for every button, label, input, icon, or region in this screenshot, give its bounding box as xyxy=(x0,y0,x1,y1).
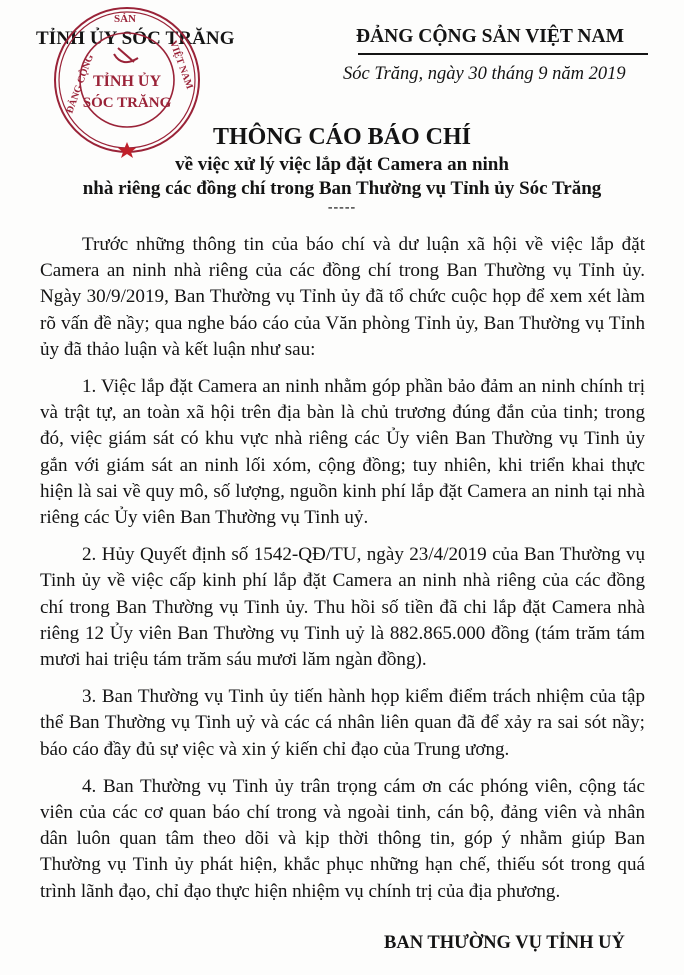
stamp-text-top: SẢN xyxy=(114,13,137,25)
document-title: THÔNG CÁO BÁO CHÍ xyxy=(212,124,472,150)
intro-paragraph: Trước những thông tin của báo chí và dư luận xã hội về việc lắp đặt Camera an ninh nhà riêng của các đồng chí trong Ban Thường vụ Tỉnh ủy. Ngày 30/9/2019, Ban Thường vụ Tỉnh ủy đã tổ chức cuộc họp để xem xét làm rõ vấn đề nầy; qua nghe báo cáo của Văn phòng Tỉnh ủy, Ban Thường vụ Tỉnh ủy đã thảo luận và kết luận như sau: xyxy=(40,234,645,360)
signature-block: BAN THƯỜNG VỤ TỈNH UỶ xyxy=(384,933,625,953)
document-subtitle-line2: nhà riêng các đồng chí trong Ban Thường vụ Tỉnh ủy Sóc Trăng xyxy=(82,178,602,199)
document-body xyxy=(40,232,645,916)
party-name: ĐẢNG CỘNG SẢN VIỆT NAM xyxy=(356,26,624,47)
hammer-sickle-icon xyxy=(114,48,138,62)
header-underline xyxy=(358,53,648,55)
point-2-paragraph: 2. Hủy Quyết định số 1542-QĐ/TU, ngày 23/4/2019 của Ban Thường vụ Tinh ủy về việc cấp kinh phí lắp đặt Camera an ninh nhà riêng của các đồng chí trong Ban Thường vụ Tinh ủy. Thu hồi số tiền đã chi lắp đặt Camera nhà riêng 12 Ủy viên Ban Thường vụ Tinh uỷ là 882.865.000 đồng (tám trăm tám mươi hai triệu tám trăm sáu mươi lăm ngàn đồng). xyxy=(40,544,645,671)
document-subtitle-line1: về việc xử lý việc lắp đặt Camera an ninh xyxy=(175,154,509,175)
place-and-date: Sóc Trăng, ngày 30 tháng 9 năm 2019 xyxy=(343,64,626,84)
point-4-paragraph: 4. Ban Thường vụ Tinh ủy trân trọng cám ơn các phóng viên, cộng tác viên của các cơ quan báo chí trong và ngoài tinh, cán bộ, đảng viên và nhân dân luôn quan tâm theo dõi và kịp thời thông tin, góp ý nhằm giúp Ban Thường vụ Tinh ủy phát hiện, khắc phục những hạn chế, thiếu sót trong quá trình lãnh đạo, chỉ đạo thực hiện nhiệm vụ chính trị của địa phương. xyxy=(40,775,645,902)
point-3-paragraph: 3. Ban Thường vụ Tinh ủy tiến hành họp kiểm điểm trách nhiệm của tập thể Ban Thường vụ Tinh uỷ và các cá nhân liên quan đã để xảy ra sai sót nầy; báo cáo đầy đủ sự việc và xin ý kiến chỉ đạo của Trung ương. xyxy=(40,686,645,760)
point-1-paragraph: 1. Việc lắp đặt Camera an ninh nhằm góp phần bảo đảm an ninh chính trị và trật tự, an toàn xã hội trên địa bàn là chủ trương đúng đắn của tinh; trong đó, việc giám sát có khu vực nhà riêng các Ủy viên Ban Thường vụ Tinh ủy gắn với giám sát an ninh lối xóm, cộng đồng; tuy nhiên, khi triển khai thực hiện là sai về quy mô, số lượng, nguồn kinh phí lắp đặt Camera an ninh tại nhà riêng các Ủy viên Ban Thường vụ Tinh uỷ. xyxy=(40,376,645,529)
stamp-inner-line1: TỈNH ỦY xyxy=(92,73,162,90)
stamp-text-right: VIỆT NAM xyxy=(167,39,195,91)
title-separator: ----- xyxy=(327,200,357,215)
issuing-organization: TỈNH ỦY SÓC TRĂNG xyxy=(36,28,235,49)
stamp-inner-line2: SÓC TRĂNG xyxy=(82,95,172,111)
stamp-text-left: ĐẢNG CỘNG xyxy=(64,53,97,116)
